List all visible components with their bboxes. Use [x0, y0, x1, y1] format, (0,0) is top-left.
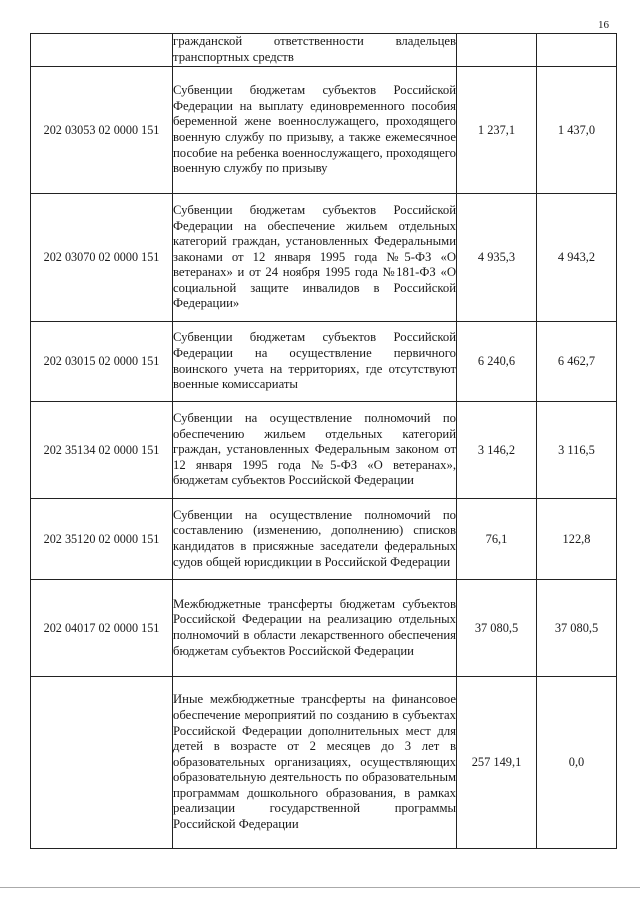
- table-row: [31, 499, 617, 580]
- value-col-1: 37 080,5: [457, 580, 537, 677]
- value-col-2: 6 462,7: [537, 322, 617, 402]
- budget-code: 202 35134 02 0000 151: [31, 402, 173, 499]
- value-col-1: 76,1: [457, 499, 537, 580]
- row-description: Межбюджетные трансферты бюджетам субъектов Российской Федерации на реализацию отдельных полномочий в области лекарственного обеспечения бюджетам субъектов Российской Федерации: [173, 580, 457, 677]
- table-row: [31, 194, 617, 322]
- row-description: Субвенции на осуществление полномочий по составлению (изменению, дополнению) списков кандидатов в присяжные заседатели федеральных судов общей юрисдикции в Российской Федерации: [173, 499, 457, 580]
- row-description: Субвенции бюджетам субъектов Российской Федерации на выплату единовременного пособия беременной жене военнослужащего, проходящего военную службу по призыву, а также ежемесячное пособие на ребенка военнослужащего, проходящего военную службу по призыву: [173, 67, 457, 194]
- budget-code: 202 35120 02 0000 151: [31, 499, 173, 580]
- budget-code: 202 03015 02 0000 151: [31, 322, 173, 402]
- budget-code: [31, 34, 173, 67]
- row-description: Субвенции на осуществление полномочий по обеспечению жильем отдельных категорий граждан, установленных Федеральным законом от 12 января 1995 года №5-ФЗ «О ветеранах», бюджетам субъектов Российской Федерации: [173, 402, 457, 499]
- table-row: [31, 67, 617, 194]
- budget-code: 202 03070 02 0000 151: [31, 194, 173, 322]
- row-description: Субвенции бюджетам субъектов Российской Федерации на обеспечение жильем отдельных категорий граждан, установленных Федеральными законами от 12 января 1995 года №5-ФЗ «О ветеранах» и от 24 ноября 1995 года №181-ФЗ «О социальной защите инвалидов в Российской Федерации»: [173, 194, 457, 322]
- value-col-2: 3 116,5: [537, 402, 617, 499]
- row-description: Субвенции бюджетам субъектов Российской Федерации на осуществление первичного воинского учета на территориях, где отсутствуют военные комиссариаты: [173, 322, 457, 402]
- value-col-1: 1 237,1: [457, 67, 537, 194]
- value-col-2: 37 080,5: [537, 580, 617, 677]
- page-number: 16: [598, 19, 609, 31]
- value-col-1: [457, 34, 537, 67]
- value-col-2: 4 943,2: [537, 194, 617, 322]
- value-col-1: 6 240,6: [457, 322, 537, 402]
- value-col-1: 3 146,2: [457, 402, 537, 499]
- row-description: Иные межбюджетные трансферты на финансовое обеспечение мероприятий по созданию в субъектах Российской Федерации дополнительных мест для детей в возрасте от 2 месяцев до 3 лет в образовательных организациях, осуществляющих образовательную деятельность по образовательным программам дошкольного образования, в рамках реализации государственной программы Российской Федерации: [173, 677, 457, 849]
- table-row: [31, 34, 617, 67]
- budget-code: 202 04017 02 0000 151: [31, 580, 173, 677]
- value-col-2: 1 437,0: [537, 67, 617, 194]
- table-row: [31, 677, 617, 849]
- row-description: гражданской ответственности владельцев транспортных средств: [173, 34, 457, 67]
- budget-table: [30, 33, 617, 849]
- bottom-divider: [0, 887, 640, 888]
- value-col-2: 0,0: [537, 677, 617, 849]
- value-col-2: [537, 34, 617, 67]
- table-row: [31, 322, 617, 402]
- table-row: [31, 580, 617, 677]
- value-col-1: 4 935,3: [457, 194, 537, 322]
- table-row: [31, 402, 617, 499]
- budget-code: [31, 677, 173, 849]
- value-col-2: 122,8: [537, 499, 617, 580]
- budget-code: 202 03053 02 0000 151: [31, 67, 173, 194]
- value-col-1: 257 149,1: [457, 677, 537, 849]
